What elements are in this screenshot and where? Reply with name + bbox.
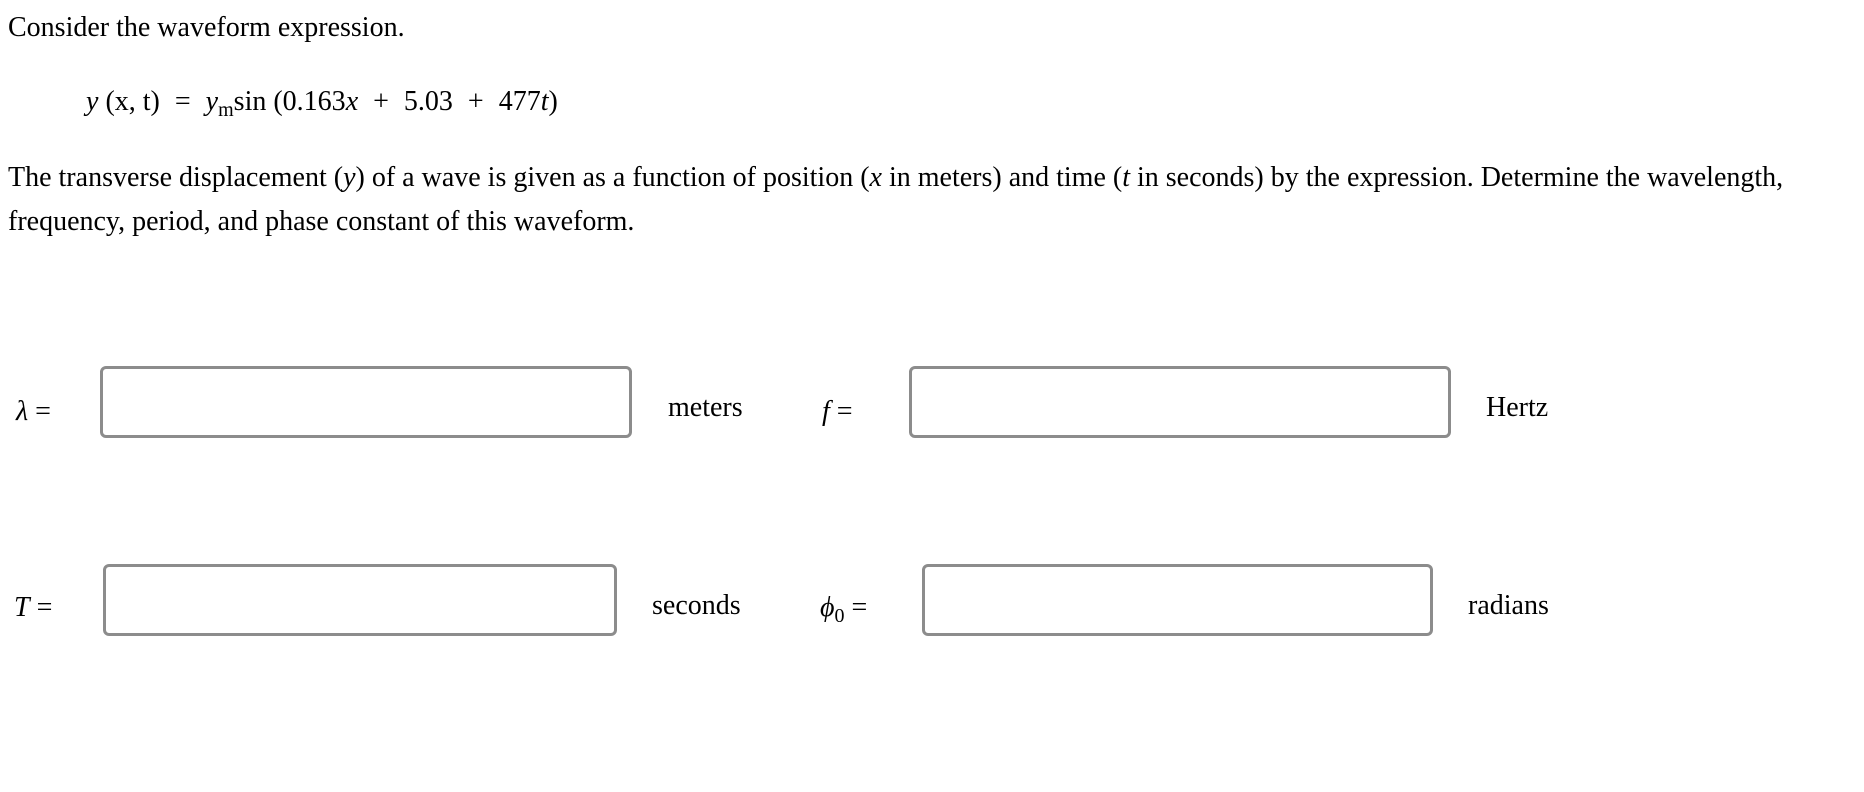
phase-input[interactable] — [922, 564, 1433, 636]
wavelength-unit: meters — [668, 392, 743, 423]
frequency-symbol: f — [822, 396, 830, 427]
desc-part-2: ) of a wave is given as a function of position ( — [355, 162, 870, 193]
eq-y: y — [86, 86, 99, 117]
eq-close: ) — [548, 86, 558, 117]
wavelength-symbol: λ — [16, 396, 29, 427]
desc-part-1: The transverse displacement ( — [8, 162, 344, 193]
eq-func: sin — [233, 86, 267, 117]
intro-text: Consider the waveform expression. — [8, 12, 405, 43]
frequency-input[interactable] — [909, 366, 1451, 438]
phase-subscript: 0 — [834, 605, 845, 627]
eq-plus-2: + — [467, 86, 484, 117]
period-unit: seconds — [652, 590, 741, 621]
eq-plus-1: + — [373, 86, 389, 117]
eq-x: x — [345, 86, 359, 117]
period-equals: = — [36, 592, 53, 623]
period-symbol: T — [14, 592, 30, 623]
eq-args: (x, t) — [105, 86, 160, 117]
eq-omega: 477 — [498, 86, 541, 117]
eq-phase: 5.03 — [403, 86, 453, 117]
phase-symbol: ϕ — [820, 592, 835, 623]
eq-t: t — [540, 86, 549, 117]
eq-equals: = — [174, 86, 191, 117]
phase-label — [820, 588, 867, 630]
frequency-label — [822, 392, 853, 432]
desc-t: t — [1122, 162, 1130, 193]
eq-ym-sub: m — [218, 99, 234, 121]
period-label — [14, 588, 52, 628]
eq-open: (0.163 — [273, 86, 346, 117]
wavelength-equals: = — [35, 396, 51, 427]
eq-ym-base: y — [205, 86, 219, 117]
desc-part-4: in seconds) by the expression. Determine the wavelength, frequency, period, and phase constant of this waveform. — [8, 162, 1784, 237]
wavelength-input[interactable] — [100, 366, 632, 438]
desc-x: x — [869, 162, 882, 193]
frequency-equals: = — [836, 396, 853, 427]
phase-unit: radians — [1468, 590, 1549, 621]
wavelength-label — [16, 392, 51, 432]
waveform-equation — [86, 82, 558, 124]
phase-equals: = — [851, 592, 868, 623]
desc-part-3: in meters) and time ( — [881, 162, 1123, 193]
problem-description — [8, 156, 1858, 244]
desc-y: y — [343, 162, 356, 193]
frequency-unit: Hertz — [1486, 392, 1549, 423]
period-input[interactable] — [103, 564, 617, 636]
